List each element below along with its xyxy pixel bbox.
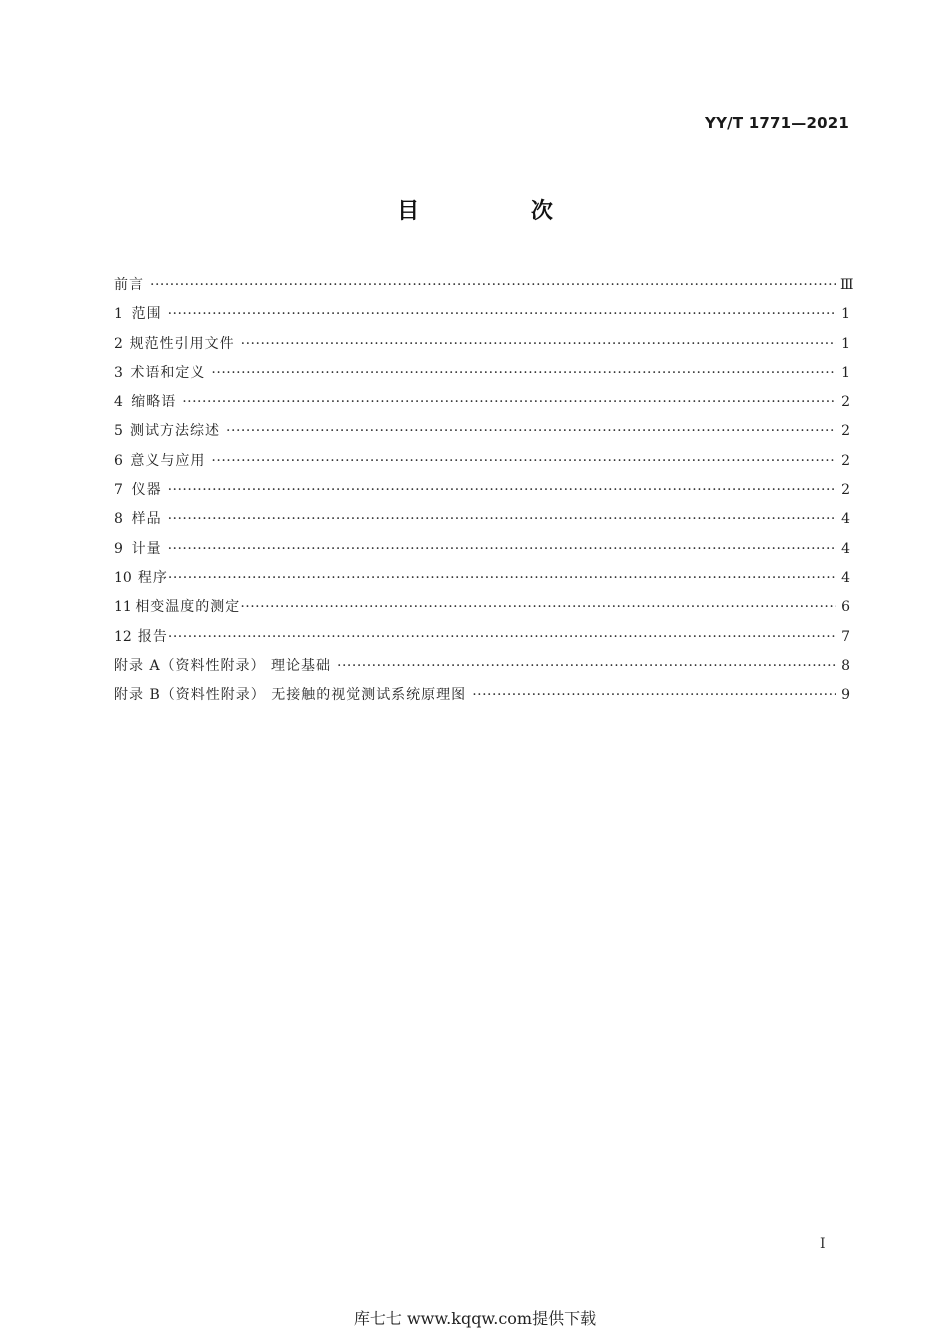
toc-entry-number: 10: [114, 569, 132, 586]
toc-entry-normative-references[interactable]: [114, 333, 850, 362]
toc-dot-leader: [241, 336, 836, 352]
toc-entry-label: 术语和定义: [130, 364, 206, 381]
toc-entry-page: 4: [841, 540, 850, 557]
toc-dot-leader: [168, 482, 836, 498]
toc-entry-procedure[interactable]: [114, 567, 850, 596]
toc-entry-page: 2: [841, 423, 850, 440]
toc-title: 目 次: [397, 199, 605, 224]
toc-entry-label: 仪器: [131, 482, 162, 499]
toc-dot-leader: [211, 453, 836, 469]
table-of-contents: [114, 274, 854, 713]
footer-watermark: 库七七 www.kqqw.com提供下载: [353, 1309, 597, 1328]
toc-entry-page: 8: [841, 657, 850, 674]
toc-entry-label: 意义与应用: [130, 452, 206, 469]
toc-entry-label: 附录 A（资料性附录） 理论基础: [114, 657, 332, 674]
toc-dot-leader: [168, 570, 836, 586]
toc-dot-leader: [211, 365, 836, 381]
toc-entry-number: 7: [114, 482, 123, 499]
toc-entry-label: 相变温度的测定: [135, 599, 241, 616]
toc-entry-page: 7: [841, 628, 850, 645]
toc-entry-page: 2: [841, 482, 850, 499]
toc-entry-calibration[interactable]: [114, 538, 850, 567]
toc-entry-label: 范围: [131, 306, 162, 323]
toc-entry-number: 1: [114, 306, 123, 323]
toc-entry-terms-definitions[interactable]: [114, 362, 850, 391]
toc-dot-leader: [150, 277, 836, 293]
toc-entry-number: 5: [114, 423, 123, 440]
toc-entry-report[interactable]: [114, 626, 850, 655]
toc-entry-number: 11: [114, 599, 132, 616]
toc-entry-label: 计量: [131, 540, 162, 557]
toc-entry-number: 8: [114, 511, 123, 528]
toc-entry-specimens[interactable]: [114, 508, 850, 537]
toc-entry-abbreviations[interactable]: [114, 391, 850, 420]
toc-dot-leader: [182, 394, 836, 410]
toc-entry-label: 前言: [114, 277, 144, 293]
toc-entry-page: 4: [841, 511, 850, 528]
standard-code: YY/T 1771—2021: [705, 114, 849, 132]
toc-entry-test-method-summary[interactable]: [114, 420, 850, 449]
toc-entry-label: 报告: [137, 628, 168, 645]
toc-entry-label: 附录 B（资料性附录） 无接触的视觉测试系统原理图: [114, 687, 467, 704]
toc-entry-apparatus[interactable]: [114, 479, 850, 508]
toc-entry-page: 1: [841, 306, 850, 323]
toc-entry-page: 1: [841, 364, 850, 381]
toc-entry-page: Ⅲ: [840, 277, 854, 293]
toc-entry-label: 样品: [131, 511, 162, 528]
toc-dot-leader: [472, 687, 836, 703]
toc-entry-number: 9: [114, 540, 123, 557]
toc-entry-page: 1: [841, 335, 850, 352]
toc-entry-page: 2: [841, 394, 850, 411]
toc-dot-leader: [226, 423, 836, 439]
toc-entry-transition-temperature[interactable]: [114, 596, 850, 625]
toc-dot-leader: [168, 511, 836, 527]
toc-entry-annex-b[interactable]: [114, 684, 850, 713]
toc-entry-number: 2: [114, 335, 123, 352]
toc-entry-label: 缩略语: [131, 394, 177, 411]
toc-entry-page: 2: [841, 452, 850, 469]
toc-entry-preface[interactable]: [114, 274, 854, 303]
toc-dot-leader: [337, 658, 836, 674]
toc-entry-page: 9: [841, 687, 850, 704]
toc-entry-page: 4: [841, 569, 850, 586]
toc-dot-leader: [168, 629, 836, 645]
toc-entry-annex-a[interactable]: [114, 655, 850, 684]
toc-entry-number: 12: [114, 628, 132, 645]
toc-entry-label: 程序: [137, 569, 168, 586]
toc-entry-number: 6: [114, 452, 123, 469]
toc-entry-label: 测试方法综述: [130, 423, 221, 440]
toc-entry-page: 6: [841, 599, 850, 616]
toc-dot-leader: [168, 541, 836, 557]
toc-entry-number: 3: [114, 364, 123, 381]
toc-dot-leader: [240, 599, 836, 615]
page-number: I: [820, 1236, 826, 1252]
toc-entry-scope[interactable]: [114, 303, 850, 332]
toc-entry-number: 4: [114, 394, 123, 411]
toc-entry-label: 规范性引用文件: [129, 335, 235, 352]
toc-dot-leader: [168, 306, 836, 322]
toc-entry-significance-use[interactable]: [114, 450, 850, 479]
